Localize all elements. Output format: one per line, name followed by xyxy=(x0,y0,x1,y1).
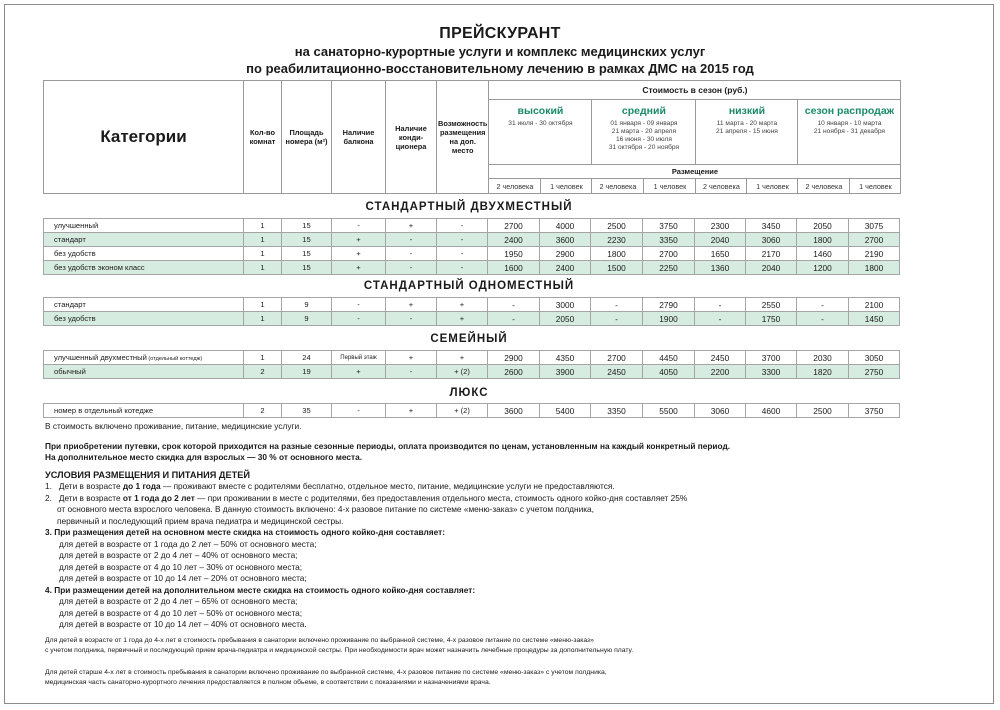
balcony-cell: - xyxy=(332,404,386,418)
price-cell: 2700 xyxy=(643,247,695,261)
footer-line: Для детей в возрасте от 1 года до 4-х лет в стоимость пребывания в санатории включено проживание по выбранной системе, 4-х разовое питание по системе «меню-заказ» xyxy=(45,637,594,644)
price-cell: 3000 xyxy=(540,298,591,312)
price-cell: - xyxy=(591,312,643,326)
price-cell: 3600 xyxy=(540,233,591,247)
price-cell: - xyxy=(591,298,643,312)
category-name-cell: стандарт xyxy=(44,298,244,312)
balcony-cell: - xyxy=(332,312,386,326)
price-cell: 1460 xyxy=(797,247,849,261)
condition-3-item: для детей в возрасте от 2 до 4 лет – 40% от основного места; xyxy=(59,550,298,560)
extra-place-cell: - xyxy=(437,261,488,275)
season-date: 11 марта - 20 марта xyxy=(716,120,778,127)
price-cell: 2300 xyxy=(695,219,746,233)
category-name-cell: обычный xyxy=(44,365,244,379)
table-row xyxy=(44,219,900,233)
table-row xyxy=(44,247,900,261)
price-table-standard-double xyxy=(43,218,900,275)
season-name: высокий xyxy=(517,105,564,117)
conditioner-cell: - xyxy=(386,233,437,247)
season-dates xyxy=(798,120,900,136)
rooms-cell: 2 xyxy=(244,365,282,379)
condition-4-item: для детей в возрасте от 10 до 14 лет – 40% от основного места. xyxy=(59,619,307,629)
price-cell: 1360 xyxy=(695,261,746,275)
notes-block xyxy=(45,421,945,631)
season-high xyxy=(489,100,592,165)
rooms-cell: 2 xyxy=(244,404,282,418)
season-date: 21 апреля - 15 июня xyxy=(716,128,778,135)
area-cell: 15 xyxy=(282,247,332,261)
price-cell: 2050 xyxy=(797,219,849,233)
price-cell: 2170 xyxy=(746,247,797,261)
condition-text: — проживают вместе с родителями бесплатно, отдельное место, питание, медицинские услуги не предоставляются. xyxy=(160,481,615,491)
price-cell: 4450 xyxy=(643,351,695,365)
cost-header: Стоимость в сезон (руб.) xyxy=(489,81,901,100)
balcony-cell: + xyxy=(332,233,386,247)
footer-note-2 xyxy=(45,668,945,688)
price-cell: 3350 xyxy=(643,233,695,247)
season-date: 21 марта - 20 апреля xyxy=(611,128,677,135)
price-cell: 5400 xyxy=(540,404,591,418)
price-cell: 2700 xyxy=(591,351,643,365)
price-cell: 1200 xyxy=(797,261,849,275)
price-cell: 2600 xyxy=(488,365,540,379)
footer-note-1 xyxy=(45,636,945,656)
conditioner-cell: + xyxy=(386,298,437,312)
season-middle xyxy=(592,100,696,165)
price-table-header xyxy=(43,80,901,194)
price-cell: 2230 xyxy=(591,233,643,247)
section-title-standard-single: СТАНДАРТНЫЙ ОДНОМЕСТНЫЙ xyxy=(363,280,575,292)
conditioner-cell: - xyxy=(386,312,437,326)
price-cell: 3060 xyxy=(695,404,746,418)
area-header: Площадь номера (м²) xyxy=(282,81,332,194)
extra-place-cell: + xyxy=(437,351,488,365)
price-cell: 2450 xyxy=(695,351,746,365)
condition-number: 2. xyxy=(45,492,52,503)
price-cell: 3300 xyxy=(746,365,797,379)
extra-place-cell: - xyxy=(437,219,488,233)
price-cell: - xyxy=(797,312,849,326)
condition-2-line-3: первичный и последующий прием врача педиатра и медицинской сестры. xyxy=(57,515,344,526)
price-cell: 4350 xyxy=(540,351,591,365)
category-name-cell: стандарт xyxy=(44,233,244,247)
price-cell: 2900 xyxy=(488,351,540,365)
price-cell: 3900 xyxy=(540,365,591,379)
season-date: 31 октября - 20 ноября xyxy=(608,144,680,151)
table-row xyxy=(44,261,900,275)
balcony-cell: Первый этаж xyxy=(332,351,386,365)
area-cell: 15 xyxy=(282,261,332,275)
condition-text: Дети в возрасте xyxy=(58,481,123,491)
category-name-cell: номер в отдельный котедже xyxy=(44,404,244,418)
price-cell: 2500 xyxy=(591,219,643,233)
table-row xyxy=(44,298,900,312)
price-cell: 3700 xyxy=(746,351,797,365)
category-name-cell: без удобств xyxy=(44,312,244,326)
conditioner-header: Наличие конди-ционера xyxy=(386,81,437,194)
rooms-header: Кол-во комнат xyxy=(244,81,282,194)
section-title-lux: ЛЮКС xyxy=(449,387,489,399)
occupancy-cell: 2 человека xyxy=(798,179,850,194)
price-cell: 1800 xyxy=(849,261,900,275)
price-cell: 3750 xyxy=(849,404,900,418)
season-dates xyxy=(489,120,591,128)
price-cell: 3075 xyxy=(849,219,900,233)
price-cell: 3750 xyxy=(643,219,695,233)
condition-2-line-2: от основного места взрослого человека. В данную стоимость включено: 4-х разовое питание по системе «меню-заказ» с учетом полдника, xyxy=(57,504,594,514)
price-cell: - xyxy=(695,298,746,312)
price-cell: 4050 xyxy=(643,365,695,379)
extra-place-header: Возможность размещения на доп. место xyxy=(437,81,489,194)
condition-number: 1. xyxy=(45,481,52,491)
balcony-cell: - xyxy=(332,219,386,233)
section-title-standard-double: СТАНДАРТНЫЙ ДВУХМЕСТНЫЙ xyxy=(365,201,573,213)
price-cell: 2790 xyxy=(643,298,695,312)
extra-place-cell: + (2) xyxy=(437,404,488,418)
season-dates xyxy=(592,120,695,152)
rooms-cell: 1 xyxy=(244,298,282,312)
price-cell: 2250 xyxy=(643,261,695,275)
area-cell: 15 xyxy=(282,233,332,247)
footer-line: медицинская часть санаторно-курортного лечения предоставляется в полном обьеме, в соответствии с показаниями и назначениями врача. xyxy=(45,679,491,686)
conditioner-cell: - xyxy=(386,261,437,275)
note-included: В стоимость включено проживание, питание, медицинские услуги. xyxy=(45,421,302,431)
condition-4-title: 4. При размещении детей на дополнительном месте скидка на стоимость одного койко-дня составляет: xyxy=(45,584,476,595)
price-table-standard-single xyxy=(43,297,900,326)
extra-place-cell: + xyxy=(437,298,488,312)
price-cell: 1820 xyxy=(797,365,849,379)
season-date: 01 января - 09 января xyxy=(610,120,678,127)
balcony-cell: + xyxy=(332,365,386,379)
condition-3-item: для детей в возрасте от 1 года до 2 лет – 50% от основного места; xyxy=(59,538,317,549)
price-cell: 2190 xyxy=(849,247,900,261)
footer-line: Для детей старше 4-х лет в стоимость пребывания в санатории включено проживание по выбранной системе, 4-х разовое питание по системе «меню-заказ» с учетом полдника, xyxy=(45,669,607,676)
price-cell: 1750 xyxy=(746,312,797,326)
condition-3-item: для детей в возрасте от 10 до 14 лет – 20% от основного места; xyxy=(59,573,307,583)
balcony-cell: + xyxy=(332,261,386,275)
price-table-lux xyxy=(43,403,900,418)
price-cell: 1800 xyxy=(591,247,643,261)
condition-4-item: для детей в возрасте от 2 до 4 лет – 65% от основного места; xyxy=(59,596,298,606)
area-cell: 9 xyxy=(282,298,332,312)
occupancy-cell: 1 человек xyxy=(850,179,901,194)
conditioner-cell: - xyxy=(386,365,437,379)
price-cell: 2050 xyxy=(540,312,591,326)
price-table-family xyxy=(43,350,900,379)
price-cell: 1950 xyxy=(488,247,540,261)
occupancy-cell: 2 человека xyxy=(489,179,541,194)
title-line-2: на санаторно-курортные услуги и комплекс медицинских услуг xyxy=(294,44,706,59)
extra-place-cell: + xyxy=(437,312,488,326)
category-name-cell: без удобств эконом класс xyxy=(44,261,244,275)
balcony-header: Наличие балкона xyxy=(332,81,386,194)
season-date: 21 ноября - 31 декабря xyxy=(813,128,886,135)
category-name-cell: улучшенный xyxy=(44,219,244,233)
price-cell: 3350 xyxy=(591,404,643,418)
categories-header: Категории xyxy=(44,81,244,194)
condition-2 xyxy=(45,493,945,505)
price-cell: - xyxy=(797,298,849,312)
price-cell: 2040 xyxy=(746,261,797,275)
price-cell: 2030 xyxy=(797,351,849,365)
extra-place-cell: + (2) xyxy=(437,365,488,379)
season-name: сезон распродаж xyxy=(804,105,895,117)
price-cell: 1900 xyxy=(643,312,695,326)
price-cell: 3600 xyxy=(488,404,540,418)
price-cell: 2400 xyxy=(488,233,540,247)
balcony-cell: - xyxy=(332,298,386,312)
season-low xyxy=(696,100,798,165)
price-cell: - xyxy=(488,298,540,312)
condition-1 xyxy=(45,481,945,493)
placement-header: Размещение xyxy=(489,165,901,179)
season-name: средний xyxy=(621,105,666,117)
rooms-cell: 1 xyxy=(244,351,282,365)
area-cell: 19 xyxy=(282,365,332,379)
season-date: 10 января - 10 марта xyxy=(817,120,882,127)
price-cell: 2200 xyxy=(695,365,746,379)
category-name-cell: без удобств xyxy=(44,247,244,261)
note-periods: При приобретении путевки, срок которой приходится на разные сезонные периоды, оплата производится по ценам, установленным на каждый конкретный период. xyxy=(45,440,731,451)
rooms-cell: 1 xyxy=(244,219,282,233)
conditioner-cell: + xyxy=(386,404,437,418)
price-cell: 2100 xyxy=(849,298,900,312)
conditioner-cell: + xyxy=(386,351,437,365)
price-cell: 2700 xyxy=(488,219,540,233)
extra-place-cell: - xyxy=(437,233,488,247)
price-cell: 3050 xyxy=(849,351,900,365)
title-line-3: по реабилитационно-восстановительному лечению в рамках ДМС на 2015 год xyxy=(246,61,754,76)
occupancy-cell: 1 человек xyxy=(541,179,592,194)
season-sale xyxy=(798,100,901,165)
condition-4-item: для детей в возрасте от 4 до 10 лет – 50% от основного места; xyxy=(59,607,303,618)
price-cell: 2750 xyxy=(849,365,900,379)
price-cell: - xyxy=(488,312,540,326)
price-cell: 1800 xyxy=(797,233,849,247)
condition-3-title: 3. При размещения детей на основном месте скидка на стоимость одного койко-дня составляет: xyxy=(45,527,445,537)
price-cell: 2040 xyxy=(695,233,746,247)
price-cell: 2500 xyxy=(797,404,849,418)
season-date: 31 июля - 30 октября xyxy=(508,120,573,127)
price-cell: 1450 xyxy=(849,312,900,326)
price-cell: 2400 xyxy=(540,261,591,275)
rooms-cell: 1 xyxy=(244,261,282,275)
season-date: 16 июня - 30 июля xyxy=(615,136,672,143)
price-cell: 4000 xyxy=(540,219,591,233)
table-row xyxy=(44,233,900,247)
table-row xyxy=(44,404,900,418)
price-cell: 3450 xyxy=(746,219,797,233)
category-note: (отдельный коттедж) xyxy=(146,356,203,362)
condition-age: от 1 года до 2 лет xyxy=(122,492,195,503)
balcony-cell: + xyxy=(332,247,386,261)
condition-text: — при проживании в месте с родителями, без предоставления отдельного места, стоимость одного койко-дня составляет 25% xyxy=(194,492,688,503)
area-cell: 35 xyxy=(282,404,332,418)
document-title xyxy=(0,24,1000,77)
note-extra-discount: На дополнительное место скидка для взрослых — 30 % от основного места. xyxy=(45,452,363,462)
price-cell: - xyxy=(695,312,746,326)
occupancy-cell: 1 человек xyxy=(644,179,696,194)
price-cell: 2550 xyxy=(746,298,797,312)
occupancy-cell: 1 человек xyxy=(747,179,798,194)
price-cell: 2450 xyxy=(591,365,643,379)
category-name-cell: улучшенный двухместный (отдельный коттедж) xyxy=(44,351,244,365)
section-title-family: СЕМЕЙНЫЙ xyxy=(430,333,508,345)
footer-line: с учетом полдника, первичный и последующий прием врача-педиатра и медицинской сестры. При необходимости врач может назначить лечебные процедуры за дополнительную плату. xyxy=(45,647,634,654)
rooms-cell: 1 xyxy=(244,247,282,261)
table-row xyxy=(44,312,900,326)
price-cell: 1650 xyxy=(695,247,746,261)
occupancy-cell: 2 человека xyxy=(696,179,747,194)
price-cell: 4600 xyxy=(746,404,797,418)
area-cell: 24 xyxy=(282,351,332,365)
table-row xyxy=(44,365,900,379)
condition-text: Дети в возрасте xyxy=(58,492,123,503)
rooms-cell: 1 xyxy=(244,233,282,247)
price-cell: 2700 xyxy=(849,233,900,247)
table-row xyxy=(44,351,900,365)
condition-3-item: для детей в возрасте от 4 до 10 лет – 30% от основного места; xyxy=(59,561,303,572)
price-cell: 3060 xyxy=(746,233,797,247)
area-cell: 9 xyxy=(282,312,332,326)
extra-place-cell: - xyxy=(437,247,488,261)
price-cell: 1600 xyxy=(488,261,540,275)
condition-age: до 1 года xyxy=(122,481,161,491)
season-name: низкий xyxy=(728,105,766,117)
occupancy-cell: 2 человека xyxy=(592,179,644,194)
price-cell: 5500 xyxy=(643,404,695,418)
rooms-cell: 1 xyxy=(244,312,282,326)
conditioner-cell: + xyxy=(386,219,437,233)
price-cell: 1500 xyxy=(591,261,643,275)
season-dates xyxy=(696,120,797,136)
conditioner-cell: - xyxy=(386,247,437,261)
price-cell: 2900 xyxy=(540,247,591,261)
area-cell: 15 xyxy=(282,219,332,233)
title-line-1: ПРЕЙСКУРАНТ xyxy=(439,25,561,42)
children-conditions-title: УСЛОВИЯ РАЗМЕЩЕНИЯ И ПИТАНИЯ ДЕТЕЙ xyxy=(45,469,250,480)
